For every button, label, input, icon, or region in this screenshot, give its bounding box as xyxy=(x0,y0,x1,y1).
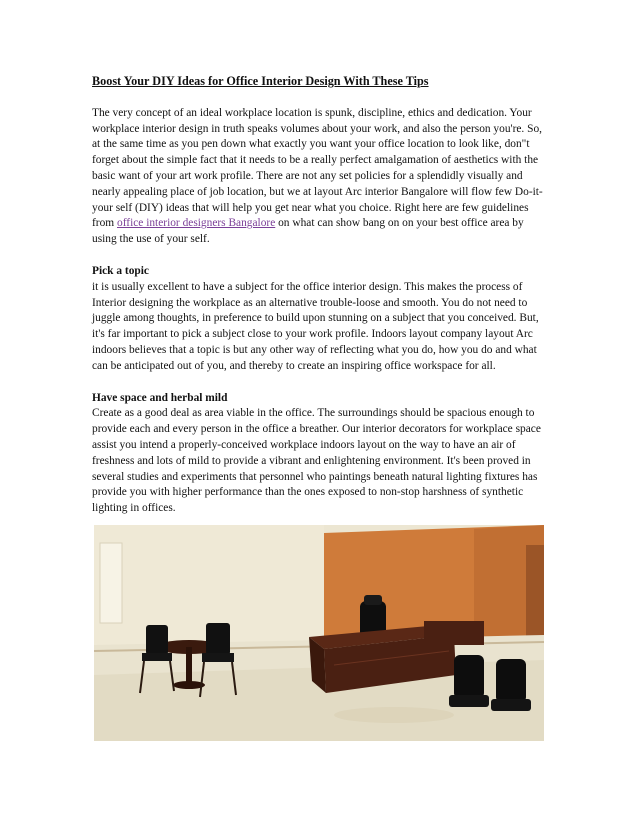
intro-paragraph xyxy=(92,106,546,248)
side-cabinet xyxy=(424,621,484,645)
guest-chair-1 xyxy=(454,655,484,699)
office-interior-photo xyxy=(94,525,544,741)
left-chair-back xyxy=(146,625,168,655)
office-interior-designers-link[interactable]: office interior designers Bangalore xyxy=(117,217,276,230)
round-table-leg xyxy=(186,647,192,683)
right-chair-seat xyxy=(202,653,234,662)
section-space-and-light xyxy=(92,391,546,517)
office-photo-drawing xyxy=(94,525,544,741)
document-title: Boost Your DIY Ideas for Office Interior Design With These Tips xyxy=(92,74,429,88)
section-body: it is usually excellent to have a subject for the office interior design. This makes the process of Interior designing the workplace as an alternative trouble-loose and smooth. You do not need to juggle among thoughts, in preference to build upon stunning on a subject that you conceived. But, it's far important to pick a subject close to your work profile. Indoors layout company layout Arc indoors believes that a topic is but any other way of reflecting what you do, how you do and what can be anticipated out of you, and thereby to create an inspiring office workspace for all. xyxy=(92,280,539,372)
intro-text-after-link: on what can show bang on on your best office area by using the use of your self. xyxy=(92,217,524,246)
left-chair-seat xyxy=(142,653,172,661)
section-pick-a-topic xyxy=(92,264,546,375)
section-body: Create as a good deal as area viable in the office. The surroundings should be spacious enough to provide each and every person in the office a breather. Our interior decorators for workplace space assist you intend a properly-conceived workplace indoors layout on the way to have an air of freshness and lots of mild to provide a vibrant and enlightening environment. It's been proved in several studies and experiments that personnel who paintings beneath natural lighting fixtures has provide you with higher performance than the ones exposed to non-stop harshness of synthetic lighting in offices. xyxy=(92,407,541,515)
intro-text-before-link: The very concept of an ideal workplace location is spunk, discipline, ethics and dedication. Your workplace interior design in truth speaks volumes about your work, and also the person you're. So, at the same time as you pen down what exactly you want your office location to look like, don"t forget about the simple fact that it needs to be a really perfect amalgamation of aesthetics with the basic want of your art work profile. There are not any set policies for a splendidly visually and nearly appealing place of job location, but we at layout Arc interior Bangalore will flow few Do-it-your self (DIY) ideas that will help you get near what you choice. Right here are few guidelines from xyxy=(92,106,543,230)
window xyxy=(100,543,122,623)
right-chair-back xyxy=(206,623,230,655)
door-frame xyxy=(526,545,544,650)
guest-chair-2 xyxy=(496,659,526,703)
section-heading: Pick a topic xyxy=(92,264,149,277)
section-heading: Have space and herbal mild xyxy=(92,391,228,404)
document-body xyxy=(92,74,546,533)
